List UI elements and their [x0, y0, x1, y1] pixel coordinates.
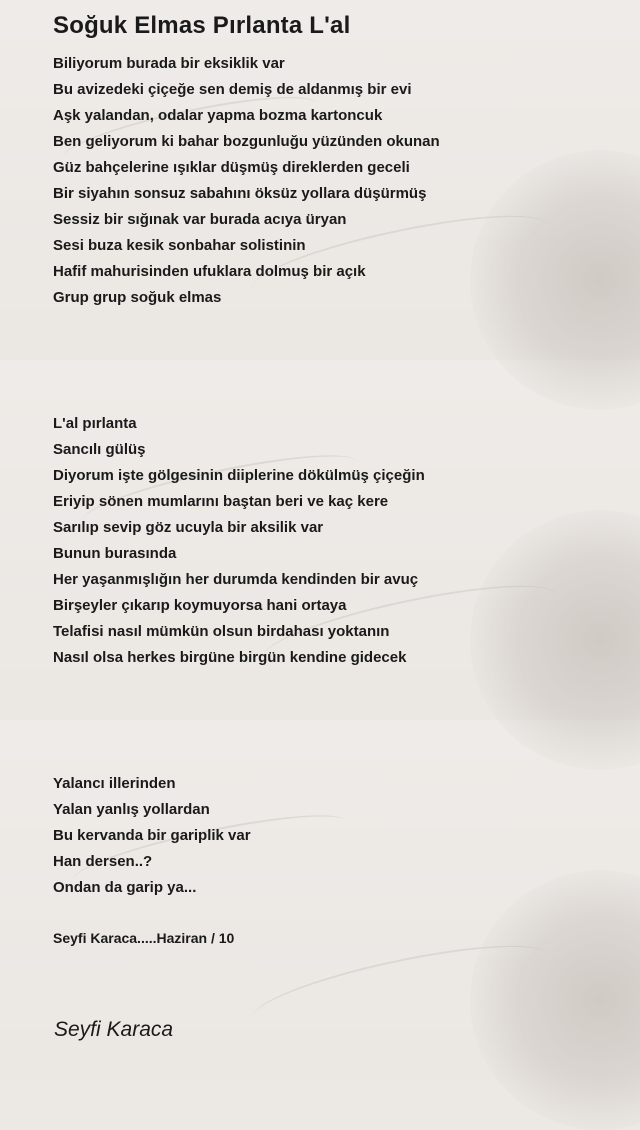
stanza: [53, 414, 613, 674]
poem-line: Güz bahçelerine ışıklar düşmüş direklerden geceli: [53, 159, 410, 176]
poem-line: Yalan yanlış yollardan: [53, 801, 210, 818]
poem-line: Han dersen..?: [53, 853, 153, 870]
stanza-spacer: [53, 674, 613, 774]
poem-line: Nasıl olsa herkes birgüne birgün kendine gidecek: [53, 649, 407, 666]
poem-line: Eriyip sönen mumlarını baştan beri ve kaç kere: [53, 493, 389, 510]
poem-line: Yalancı illerinden: [53, 775, 176, 792]
poem-line: Sessiz bir sığınak var burada acıya üryan: [53, 211, 347, 228]
stanza: [53, 54, 613, 314]
poem-line: Grup grup soğuk elmas: [53, 289, 222, 306]
stanza: [53, 774, 613, 904]
poem-line: Hafif mahurisinden ufuklara dolmuş bir açık: [53, 263, 366, 280]
poem-line: Her yaşanmışlığın her durumda kendinden bir avuç: [53, 571, 419, 588]
stanza-spacer: [53, 314, 613, 414]
poem-line: Ondan da garip ya...: [53, 879, 197, 896]
poem-line: Birşeyler çıkarıp koymuyorsa hani ortaya: [53, 597, 347, 614]
author-name: Seyfi Karaca: [54, 1018, 174, 1041]
poem-line: Aşk yalandan, odalar yapma bozma kartoncuk: [53, 107, 383, 124]
poem-line: Bu avizedeki çiçeğe sen demiş de aldanmış bir evi: [53, 81, 412, 98]
poem-line: Bunun burasında: [53, 545, 177, 562]
ink-blot-decoration: [470, 870, 640, 1130]
poem-line: Diyorum işte gölgesinin diiplerine dökülmüş çiçeğin: [53, 467, 425, 484]
poem-line: Bu kervanda bir gariplik var: [53, 827, 251, 844]
poem-line: Bir siyahın sonsuz sabahını öksüz yollara düşürmüş: [53, 185, 427, 202]
poem-line: Biliyorum burada bir eksiklik var: [53, 55, 285, 72]
poem-line: Sancılı gülüş: [53, 441, 146, 458]
poem-body: [53, 54, 613, 904]
poem-line: Telafisi nasıl mümkün olsun birdahası yoktanın: [53, 623, 390, 640]
poem-title: Soğuk Elmas Pırlanta L'al: [53, 12, 351, 39]
poem-line: L'al pırlanta: [53, 415, 137, 432]
poem-line: Ben geliyorum ki bahar bozgunluğu yüzünden okunan: [53, 133, 440, 150]
poem-line: Sesi buza kesik sonbahar solistinin: [53, 237, 306, 254]
poem-signature: Seyfi Karaca.....Haziran / 10: [53, 930, 235, 946]
poem-line: Sarılıp sevip göz ucuyla bir aksilik var: [53, 519, 324, 536]
